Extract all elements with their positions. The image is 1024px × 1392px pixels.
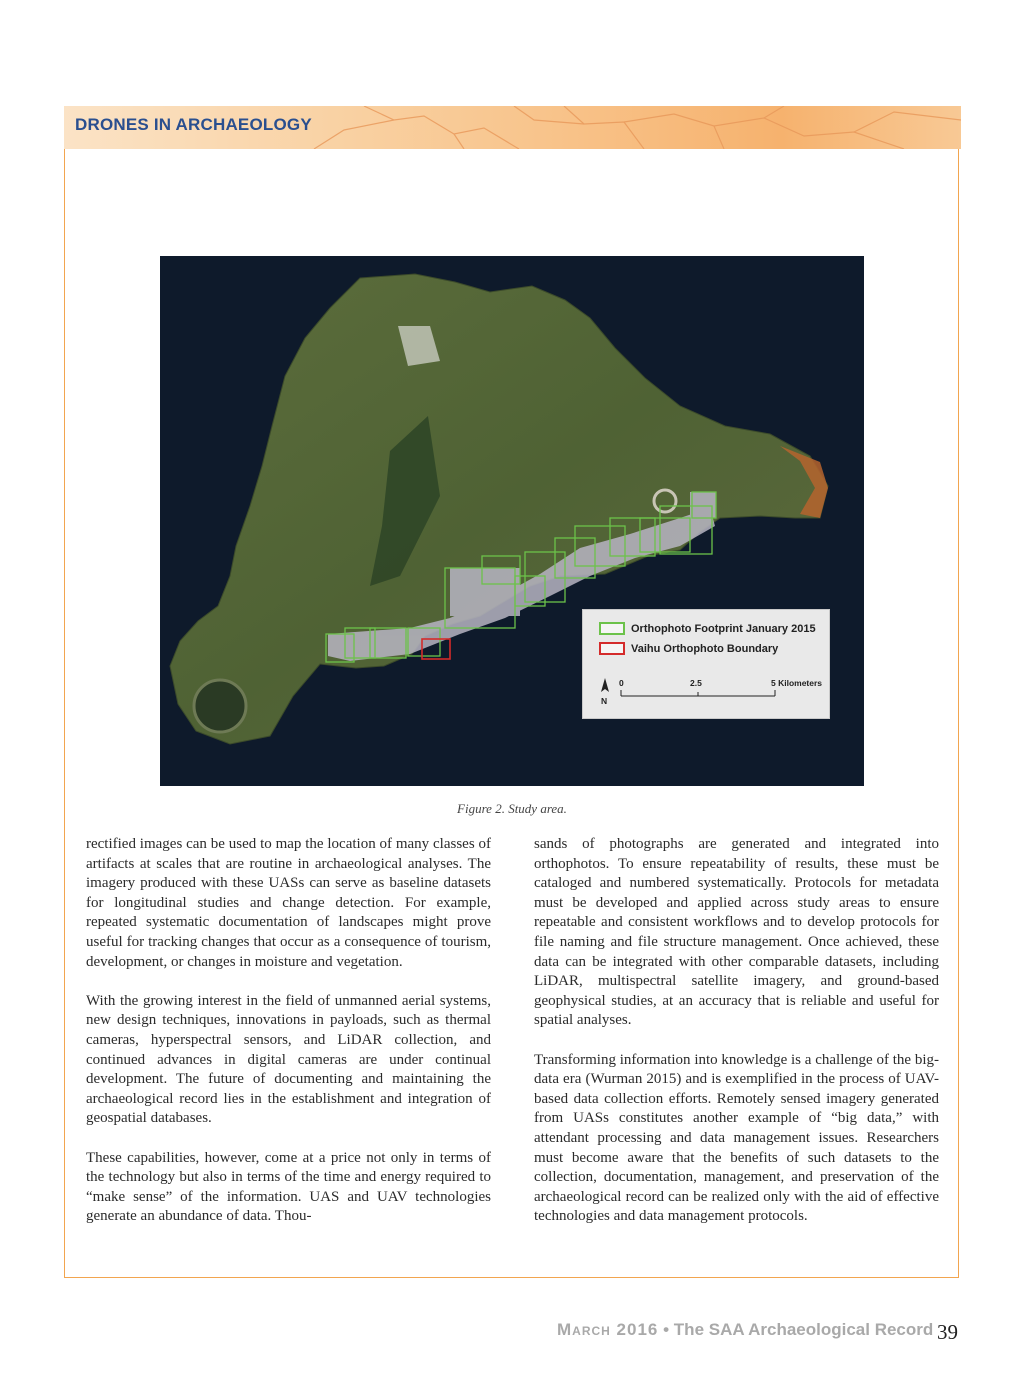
green-swatch-icon (599, 622, 625, 635)
text-column-right (534, 835, 939, 1246)
north-label: N (601, 696, 608, 706)
paragraph: These capabilities, however, come at a price not only in terms of the technology but also in terms of the time and energy required to “make sense” of the information. UAS and UAV technologies generate an abundance of data. Thou- (86, 1149, 491, 1225)
legend-item-vaihu (599, 642, 778, 655)
paragraph: sands of photographs are generated and integrated into orthophotos. To ensure repeatability of results, these must be cataloged and numbered systematically. Protocols for metadata must be developed and applied across study areas to ensure repeatable and consistent workflows and to develop protocols for file naming and file structure management. Once achieved, these data can be integrated with other comparable datasets, including LiDAR, multispectral satellite imagery, and ground-based geophysical studies, at an accuracy that is reliable and useful for spatial analyses. (534, 836, 939, 1029)
scale-tick-0: 0 (619, 678, 624, 688)
footer-month: March 2016 (557, 1320, 659, 1339)
scale-tick-2-5: 2.5 (690, 678, 702, 688)
legend-item-footprint (599, 622, 816, 635)
footer-bullet: • (663, 1320, 670, 1339)
page-number: 39 (937, 1320, 958, 1344)
legend-label: Vaihu Orthophoto Boundary (631, 642, 779, 655)
paragraph: Transforming information into knowledge is a challenge of the big-data era (Wurman 2015) and is exemplified in the process of UAV-based data collection efforts. Remotely sensed imagery generated from UASs constitutes another example of “big data,” with attendant processing and data management issues. Researchers must become aware that the benefits of such datasets to the collection, documentation, management, and preservation of the archaeological record can be realized only with the aid of effective technologies and data management protocols. (534, 1051, 939, 1225)
footer-journal: The SAA Archaeological Record (673, 1320, 934, 1339)
scale-bar (595, 672, 825, 712)
paragraph: rectified images can be used to map the location of many classes of artifacts at scales that are routine in archaeological analyses. The imagery produced with these UASs can serve as baseline datasets for longitudinal studies and change detection. For example, repeated systematic documentation of landscapes might prove useful for tracking changes that occur as a consequence of tourism, development, or changes in moisture and vegetation. (86, 836, 491, 970)
scale-tick-5: 5 Kilometers (771, 678, 823, 688)
running-footer (557, 1320, 933, 1340)
map-legend (582, 609, 830, 719)
figure-caption: Figure 2. Study area. (457, 801, 567, 816)
legend-label: Orthophoto Footprint January 2015 (631, 622, 816, 635)
text-column-left (86, 835, 491, 1246)
section-title: DRONES IN ARCHAEOLOGY (75, 115, 312, 134)
red-swatch-icon (599, 642, 625, 655)
paragraph: With the growing interest in the field of unmanned aerial systems, new design techniques, innovations in payloads, such as thermal cameras, hyperspectral sensors, and LiDAR collection, and continued advances in digital cameras are under continual development. The future of documenting and maintaining the archaeological record lies in the establishment and integration of geospatial databases. (86, 992, 491, 1127)
section-header-band (64, 106, 961, 149)
north-arrow-icon (601, 678, 609, 692)
